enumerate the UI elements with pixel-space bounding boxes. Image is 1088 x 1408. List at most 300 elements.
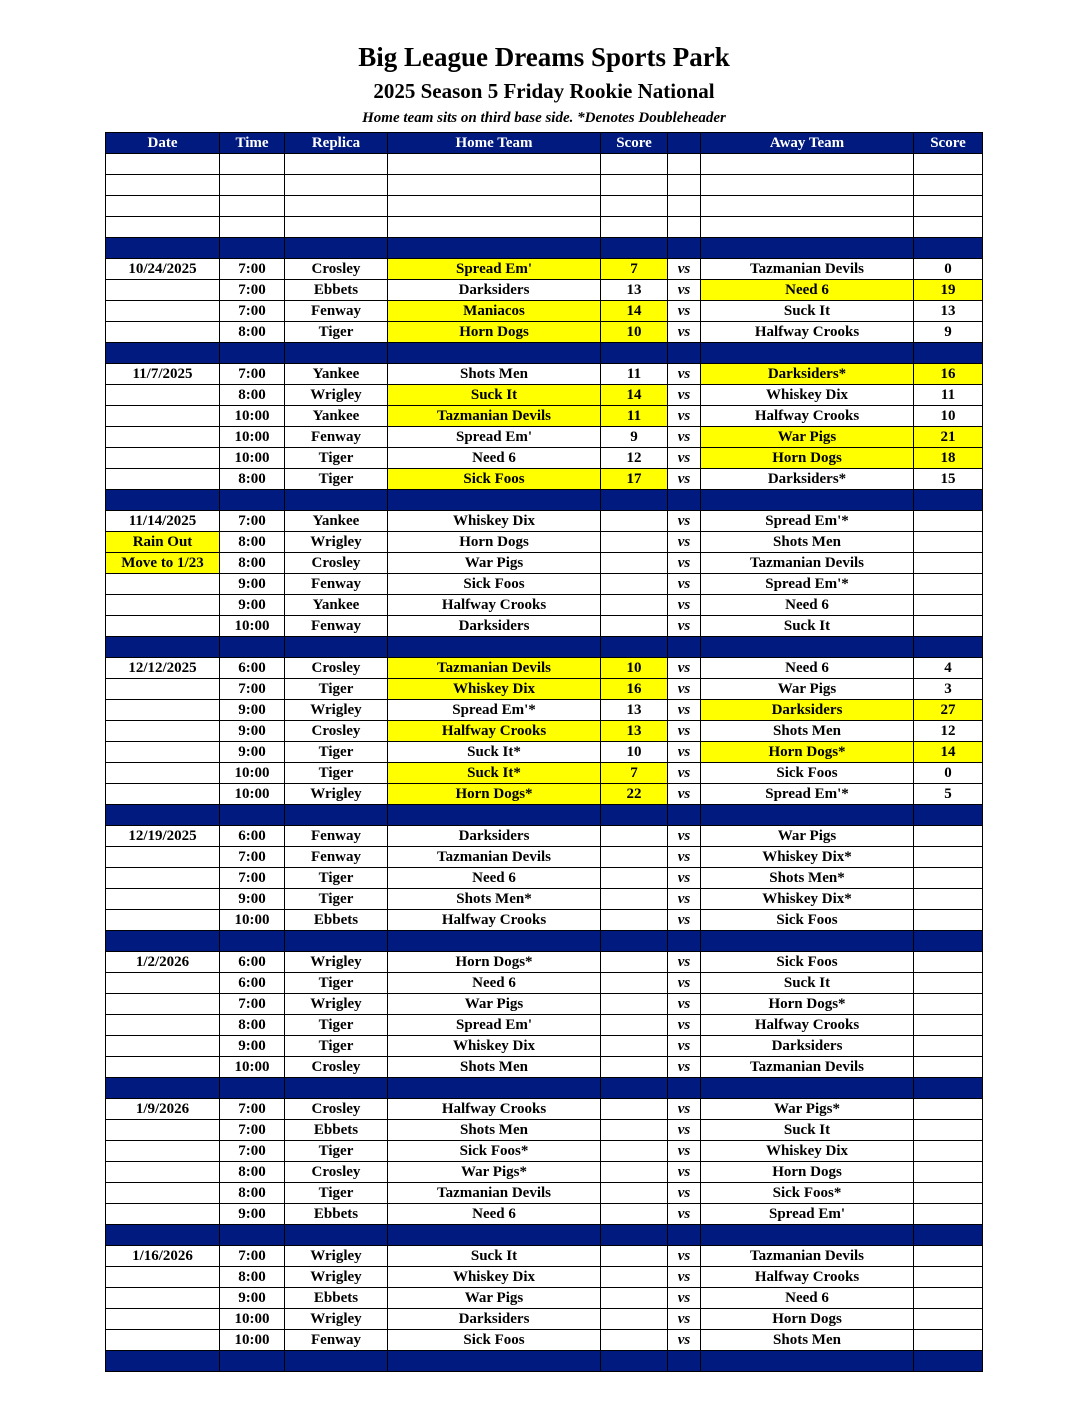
home-team-cell: Whiskey Dix bbox=[388, 1036, 601, 1057]
home-team-cell: Suck It bbox=[388, 385, 601, 406]
table-row bbox=[106, 595, 983, 616]
away-score-cell bbox=[914, 1120, 983, 1141]
table-row bbox=[106, 763, 983, 784]
table-row bbox=[106, 385, 983, 406]
replica-cell: Crosley bbox=[285, 1162, 388, 1183]
away-score-cell bbox=[914, 1246, 983, 1267]
home-team-cell: Whiskey Dix bbox=[388, 1267, 601, 1288]
time-cell bbox=[220, 196, 285, 217]
home-score-cell bbox=[601, 637, 668, 658]
away-score-cell: 0 bbox=[914, 763, 983, 784]
away-team-cell: Whiskey Dix bbox=[701, 1141, 914, 1162]
date-cell bbox=[106, 1036, 220, 1057]
replica-cell: Fenway bbox=[285, 427, 388, 448]
table-row bbox=[106, 511, 983, 532]
table-row bbox=[106, 826, 983, 847]
vs-cell bbox=[668, 217, 701, 238]
col-header-replica: Replica bbox=[285, 133, 388, 154]
page-subtitle: 2025 Season 5 Friday Rookie National bbox=[373, 79, 715, 103]
table-row bbox=[106, 1099, 983, 1120]
home-score-cell bbox=[601, 1120, 668, 1141]
date-cell bbox=[106, 469, 220, 490]
home-team-cell: Need 6 bbox=[388, 448, 601, 469]
vs-cell: vs bbox=[668, 1057, 701, 1078]
date-cell: Rain Out bbox=[106, 532, 220, 553]
vs-cell bbox=[668, 637, 701, 658]
table-row bbox=[106, 1204, 983, 1225]
vs-cell: vs bbox=[668, 595, 701, 616]
vs-cell: vs bbox=[668, 889, 701, 910]
table-row bbox=[106, 1141, 983, 1162]
replica-cell bbox=[285, 637, 388, 658]
date-cell bbox=[106, 406, 220, 427]
away-score-cell: 9 bbox=[914, 322, 983, 343]
away-team-cell bbox=[701, 238, 914, 259]
away-team-cell bbox=[701, 490, 914, 511]
vs-cell: vs bbox=[668, 301, 701, 322]
home-team-cell: Sick Foos bbox=[388, 1330, 601, 1351]
away-score-cell: 4 bbox=[914, 658, 983, 679]
date-cell bbox=[106, 154, 220, 175]
vs-cell: vs bbox=[668, 511, 701, 532]
replica-cell: Ebbets bbox=[285, 280, 388, 301]
date-cell bbox=[106, 301, 220, 322]
home-score-cell bbox=[601, 196, 668, 217]
date-cell bbox=[106, 616, 220, 637]
table-row bbox=[106, 868, 983, 889]
table-row bbox=[106, 742, 983, 763]
separator-row bbox=[106, 238, 983, 259]
vs-cell: vs bbox=[668, 1330, 701, 1351]
away-team-cell: Darksiders bbox=[701, 1036, 914, 1057]
vs-cell: vs bbox=[668, 448, 701, 469]
home-score-cell bbox=[601, 973, 668, 994]
home-team-cell: Horn Dogs* bbox=[388, 952, 601, 973]
time-cell: 8:00 bbox=[220, 532, 285, 553]
date-cell bbox=[106, 385, 220, 406]
date-cell bbox=[106, 574, 220, 595]
vs-cell: vs bbox=[668, 1120, 701, 1141]
away-score-cell bbox=[914, 1036, 983, 1057]
away-score-cell bbox=[914, 217, 983, 238]
replica-cell: Wrigley bbox=[285, 952, 388, 973]
home-score-cell bbox=[601, 1330, 668, 1351]
time-cell bbox=[220, 805, 285, 826]
home-score-cell bbox=[601, 511, 668, 532]
home-team-cell: Tazmanian Devils bbox=[388, 406, 601, 427]
home-score-cell: 13 bbox=[601, 721, 668, 742]
home-score-cell: 13 bbox=[601, 280, 668, 301]
table-row bbox=[106, 1120, 983, 1141]
away-team-cell bbox=[701, 217, 914, 238]
vs-cell bbox=[668, 931, 701, 952]
schedule-table bbox=[105, 132, 983, 1372]
home-score-cell bbox=[601, 1183, 668, 1204]
home-team-cell bbox=[388, 196, 601, 217]
home-score-cell bbox=[601, 1225, 668, 1246]
home-score-cell bbox=[601, 595, 668, 616]
home-team-cell bbox=[388, 343, 601, 364]
home-score-cell: 7 bbox=[601, 259, 668, 280]
table-row bbox=[106, 259, 983, 280]
replica-cell: Crosley bbox=[285, 553, 388, 574]
home-team-cell: Spread Em' bbox=[388, 427, 601, 448]
table-row bbox=[106, 1057, 983, 1078]
home-team-cell: Halfway Crooks bbox=[388, 721, 601, 742]
vs-cell: vs bbox=[668, 826, 701, 847]
replica-cell: Yankee bbox=[285, 595, 388, 616]
col-header-date: Date bbox=[106, 133, 220, 154]
replica-cell: Fenway bbox=[285, 826, 388, 847]
table-row bbox=[106, 553, 983, 574]
home-team-cell bbox=[388, 490, 601, 511]
away-team-cell: Horn Dogs bbox=[701, 1309, 914, 1330]
away-score-cell bbox=[914, 1288, 983, 1309]
time-cell bbox=[220, 1078, 285, 1099]
away-team-cell: War Pigs* bbox=[701, 1099, 914, 1120]
home-score-cell: 10 bbox=[601, 322, 668, 343]
time-cell: 7:00 bbox=[220, 1099, 285, 1120]
date-cell bbox=[106, 931, 220, 952]
away-team-cell: Halfway Crooks bbox=[701, 1267, 914, 1288]
date-cell bbox=[106, 700, 220, 721]
separator-row bbox=[106, 1225, 983, 1246]
vs-cell: vs bbox=[668, 1099, 701, 1120]
time-cell: 10:00 bbox=[220, 1330, 285, 1351]
time-cell bbox=[220, 343, 285, 364]
date-cell bbox=[106, 1141, 220, 1162]
replica-cell: Ebbets bbox=[285, 1288, 388, 1309]
away-score-cell bbox=[914, 1015, 983, 1036]
away-score-cell bbox=[914, 931, 983, 952]
time-cell: 9:00 bbox=[220, 742, 285, 763]
vs-cell: vs bbox=[668, 616, 701, 637]
vs-cell: vs bbox=[668, 847, 701, 868]
home-team-cell bbox=[388, 805, 601, 826]
separator-row bbox=[106, 805, 983, 826]
home-score-cell bbox=[601, 238, 668, 259]
blank-row bbox=[106, 217, 983, 238]
away-score-cell: 10 bbox=[914, 406, 983, 427]
time-cell: 7:00 bbox=[220, 511, 285, 532]
home-team-cell: Horn Dogs bbox=[388, 532, 601, 553]
away-score-cell bbox=[914, 1141, 983, 1162]
away-score-cell bbox=[914, 1078, 983, 1099]
table-row bbox=[106, 574, 983, 595]
time-cell: 8:00 bbox=[220, 1267, 285, 1288]
vs-cell bbox=[668, 805, 701, 826]
replica-cell: Tiger bbox=[285, 1036, 388, 1057]
away-score-cell: 18 bbox=[914, 448, 983, 469]
vs-cell: vs bbox=[668, 385, 701, 406]
home-team-cell: Suck It* bbox=[388, 763, 601, 784]
date-cell bbox=[106, 1120, 220, 1141]
table-row bbox=[106, 994, 983, 1015]
col-header-home-score: Score bbox=[601, 133, 668, 154]
away-team-cell bbox=[701, 343, 914, 364]
table-row bbox=[106, 1246, 983, 1267]
home-score-cell: 11 bbox=[601, 406, 668, 427]
time-cell bbox=[220, 1225, 285, 1246]
home-score-cell bbox=[601, 826, 668, 847]
replica-cell: Tiger bbox=[285, 448, 388, 469]
page-note: Home team sits on third base side. *Denotes Doubleheader bbox=[362, 110, 726, 126]
home-team-cell bbox=[388, 1078, 601, 1099]
separator-row bbox=[106, 1078, 983, 1099]
vs-cell: vs bbox=[668, 553, 701, 574]
away-team-cell: Suck It bbox=[701, 301, 914, 322]
vs-cell: vs bbox=[668, 532, 701, 553]
date-cell bbox=[106, 280, 220, 301]
home-score-cell bbox=[601, 154, 668, 175]
away-team-cell: Darksiders* bbox=[701, 364, 914, 385]
time-cell: 9:00 bbox=[220, 1288, 285, 1309]
date-cell: Move to 1/23 bbox=[106, 553, 220, 574]
home-team-cell: Horn Dogs* bbox=[388, 784, 601, 805]
replica-cell: Wrigley bbox=[285, 1309, 388, 1330]
away-team-cell: Sick Foos bbox=[701, 910, 914, 931]
away-team-cell: Horn Dogs* bbox=[701, 994, 914, 1015]
home-score-cell bbox=[601, 994, 668, 1015]
separator-row bbox=[106, 343, 983, 364]
away-team-cell: Suck It bbox=[701, 973, 914, 994]
col-header-home-team: Home Team bbox=[388, 133, 601, 154]
home-team-cell bbox=[388, 238, 601, 259]
home-team-cell bbox=[388, 175, 601, 196]
time-cell: 10:00 bbox=[220, 427, 285, 448]
replica-cell: Ebbets bbox=[285, 1120, 388, 1141]
time-cell: 8:00 bbox=[220, 1183, 285, 1204]
home-score-cell bbox=[601, 889, 668, 910]
home-team-cell: Halfway Crooks bbox=[388, 1099, 601, 1120]
away-score-cell bbox=[914, 343, 983, 364]
home-team-cell bbox=[388, 1225, 601, 1246]
home-score-cell bbox=[601, 490, 668, 511]
col-header-away-team: Away Team bbox=[701, 133, 914, 154]
replica-cell: Tiger bbox=[285, 679, 388, 700]
time-cell: 6:00 bbox=[220, 826, 285, 847]
replica-cell: Crosley bbox=[285, 1057, 388, 1078]
date-cell: 12/19/2025 bbox=[106, 826, 220, 847]
away-score-cell bbox=[914, 1330, 983, 1351]
home-score-cell bbox=[601, 1078, 668, 1099]
time-cell: 8:00 bbox=[220, 1015, 285, 1036]
table-row bbox=[106, 1162, 983, 1183]
blank-row bbox=[106, 154, 983, 175]
time-cell bbox=[220, 637, 285, 658]
away-score-cell: 19 bbox=[914, 280, 983, 301]
table-row bbox=[106, 679, 983, 700]
date-cell: 11/7/2025 bbox=[106, 364, 220, 385]
vs-cell: vs bbox=[668, 1309, 701, 1330]
home-score-cell: 12 bbox=[601, 448, 668, 469]
home-score-cell: 9 bbox=[601, 427, 668, 448]
away-team-cell: Halfway Crooks bbox=[701, 406, 914, 427]
date-cell bbox=[106, 784, 220, 805]
vs-cell bbox=[668, 1351, 701, 1372]
replica-cell: Tiger bbox=[285, 973, 388, 994]
vs-cell: vs bbox=[668, 280, 701, 301]
home-score-cell bbox=[601, 175, 668, 196]
time-cell: 7:00 bbox=[220, 868, 285, 889]
away-score-cell: 16 bbox=[914, 364, 983, 385]
time-cell bbox=[220, 217, 285, 238]
home-team-cell: Darksiders bbox=[388, 826, 601, 847]
replica-cell bbox=[285, 1078, 388, 1099]
date-cell bbox=[106, 343, 220, 364]
replica-cell bbox=[285, 931, 388, 952]
time-cell bbox=[220, 154, 285, 175]
home-score-cell bbox=[601, 1351, 668, 1372]
vs-cell bbox=[668, 196, 701, 217]
table-row bbox=[106, 700, 983, 721]
away-team-cell bbox=[701, 1225, 914, 1246]
time-cell: 10:00 bbox=[220, 406, 285, 427]
replica-cell: Tiger bbox=[285, 763, 388, 784]
replica-cell: Yankee bbox=[285, 406, 388, 427]
date-cell bbox=[106, 1204, 220, 1225]
date-cell bbox=[106, 1351, 220, 1372]
home-team-cell: Sick Foos* bbox=[388, 1141, 601, 1162]
away-score-cell bbox=[914, 154, 983, 175]
blank-row bbox=[106, 175, 983, 196]
time-cell bbox=[220, 175, 285, 196]
replica-cell: Fenway bbox=[285, 616, 388, 637]
away-score-cell bbox=[914, 889, 983, 910]
table-row bbox=[106, 847, 983, 868]
away-score-cell bbox=[914, 826, 983, 847]
table-row bbox=[106, 1183, 983, 1204]
away-score-cell bbox=[914, 994, 983, 1015]
vs-cell bbox=[668, 490, 701, 511]
replica-cell: Tiger bbox=[285, 1183, 388, 1204]
home-team-cell: Need 6 bbox=[388, 1204, 601, 1225]
time-cell: 9:00 bbox=[220, 1204, 285, 1225]
table-row bbox=[106, 406, 983, 427]
away-score-cell bbox=[914, 1204, 983, 1225]
replica-cell: Wrigley bbox=[285, 385, 388, 406]
home-team-cell: Sick Foos bbox=[388, 469, 601, 490]
away-team-cell: Shots Men bbox=[701, 1330, 914, 1351]
away-team-cell bbox=[701, 196, 914, 217]
away-team-cell: Darksiders* bbox=[701, 469, 914, 490]
time-cell: 7:00 bbox=[220, 1120, 285, 1141]
away-team-cell: Darksiders bbox=[701, 700, 914, 721]
home-team-cell: War Pigs* bbox=[388, 1162, 601, 1183]
date-cell bbox=[106, 763, 220, 784]
replica-cell bbox=[285, 238, 388, 259]
replica-cell: Fenway bbox=[285, 574, 388, 595]
vs-cell: vs bbox=[668, 1246, 701, 1267]
vs-cell: vs bbox=[668, 427, 701, 448]
home-score-cell bbox=[601, 1267, 668, 1288]
away-team-cell: Whiskey Dix* bbox=[701, 847, 914, 868]
away-team-cell: Tazmanian Devils bbox=[701, 259, 914, 280]
home-team-cell: Horn Dogs bbox=[388, 322, 601, 343]
away-team-cell: Sick Foos bbox=[701, 952, 914, 973]
vs-cell bbox=[668, 343, 701, 364]
date-cell bbox=[106, 1267, 220, 1288]
date-cell bbox=[106, 1162, 220, 1183]
header-row bbox=[106, 133, 983, 154]
vs-cell: vs bbox=[668, 1204, 701, 1225]
date-cell bbox=[106, 448, 220, 469]
home-score-cell bbox=[601, 1204, 668, 1225]
table-row bbox=[106, 364, 983, 385]
away-team-cell: Tazmanian Devils bbox=[701, 1246, 914, 1267]
time-cell bbox=[220, 490, 285, 511]
vs-cell: vs bbox=[668, 322, 701, 343]
away-score-cell: 12 bbox=[914, 721, 983, 742]
date-cell bbox=[106, 805, 220, 826]
away-team-cell: Suck It bbox=[701, 616, 914, 637]
away-score-cell bbox=[914, 511, 983, 532]
replica-cell: Fenway bbox=[285, 301, 388, 322]
date-cell: 1/9/2026 bbox=[106, 1099, 220, 1120]
vs-cell: vs bbox=[668, 700, 701, 721]
home-score-cell bbox=[601, 847, 668, 868]
away-score-cell: 13 bbox=[914, 301, 983, 322]
vs-cell: vs bbox=[668, 1036, 701, 1057]
table-row bbox=[106, 448, 983, 469]
date-cell bbox=[106, 679, 220, 700]
replica-cell: Tiger bbox=[285, 1141, 388, 1162]
vs-cell: vs bbox=[668, 784, 701, 805]
table-row bbox=[106, 721, 983, 742]
time-cell: 6:00 bbox=[220, 952, 285, 973]
away-score-cell bbox=[914, 952, 983, 973]
away-team-cell: Spread Em'* bbox=[701, 784, 914, 805]
away-score-cell bbox=[914, 574, 983, 595]
col-header-vs bbox=[668, 133, 701, 154]
replica-cell: Wrigley bbox=[285, 784, 388, 805]
away-score-cell bbox=[914, 637, 983, 658]
home-team-cell: Need 6 bbox=[388, 973, 601, 994]
table-row bbox=[106, 301, 983, 322]
time-cell: 8:00 bbox=[220, 385, 285, 406]
away-team-cell: Tazmanian Devils bbox=[701, 1057, 914, 1078]
vs-cell bbox=[668, 175, 701, 196]
time-cell: 8:00 bbox=[220, 553, 285, 574]
replica-cell: Yankee bbox=[285, 511, 388, 532]
vs-cell: vs bbox=[668, 868, 701, 889]
away-team-cell: Shots Men bbox=[701, 721, 914, 742]
replica-cell bbox=[285, 343, 388, 364]
home-score-cell: 14 bbox=[601, 385, 668, 406]
replica-cell bbox=[285, 1225, 388, 1246]
date-cell: 10/24/2025 bbox=[106, 259, 220, 280]
page-title: Big League Dreams Sports Park bbox=[358, 42, 730, 72]
away-score-cell: 15 bbox=[914, 469, 983, 490]
time-cell: 10:00 bbox=[220, 616, 285, 637]
time-cell: 6:00 bbox=[220, 973, 285, 994]
time-cell: 7:00 bbox=[220, 847, 285, 868]
home-team-cell bbox=[388, 637, 601, 658]
vs-cell: vs bbox=[668, 1162, 701, 1183]
replica-cell: Tiger bbox=[285, 868, 388, 889]
date-cell bbox=[106, 322, 220, 343]
home-score-cell: 16 bbox=[601, 679, 668, 700]
date-cell: 11/14/2025 bbox=[106, 511, 220, 532]
replica-cell: Wrigley bbox=[285, 1267, 388, 1288]
home-team-cell: Darksiders bbox=[388, 1309, 601, 1330]
home-team-cell: Shots Men* bbox=[388, 889, 601, 910]
home-team-cell: War Pigs bbox=[388, 553, 601, 574]
home-team-cell: Darksiders bbox=[388, 616, 601, 637]
time-cell: 7:00 bbox=[220, 1246, 285, 1267]
away-score-cell bbox=[914, 1309, 983, 1330]
away-team-cell: Horn Dogs bbox=[701, 1162, 914, 1183]
